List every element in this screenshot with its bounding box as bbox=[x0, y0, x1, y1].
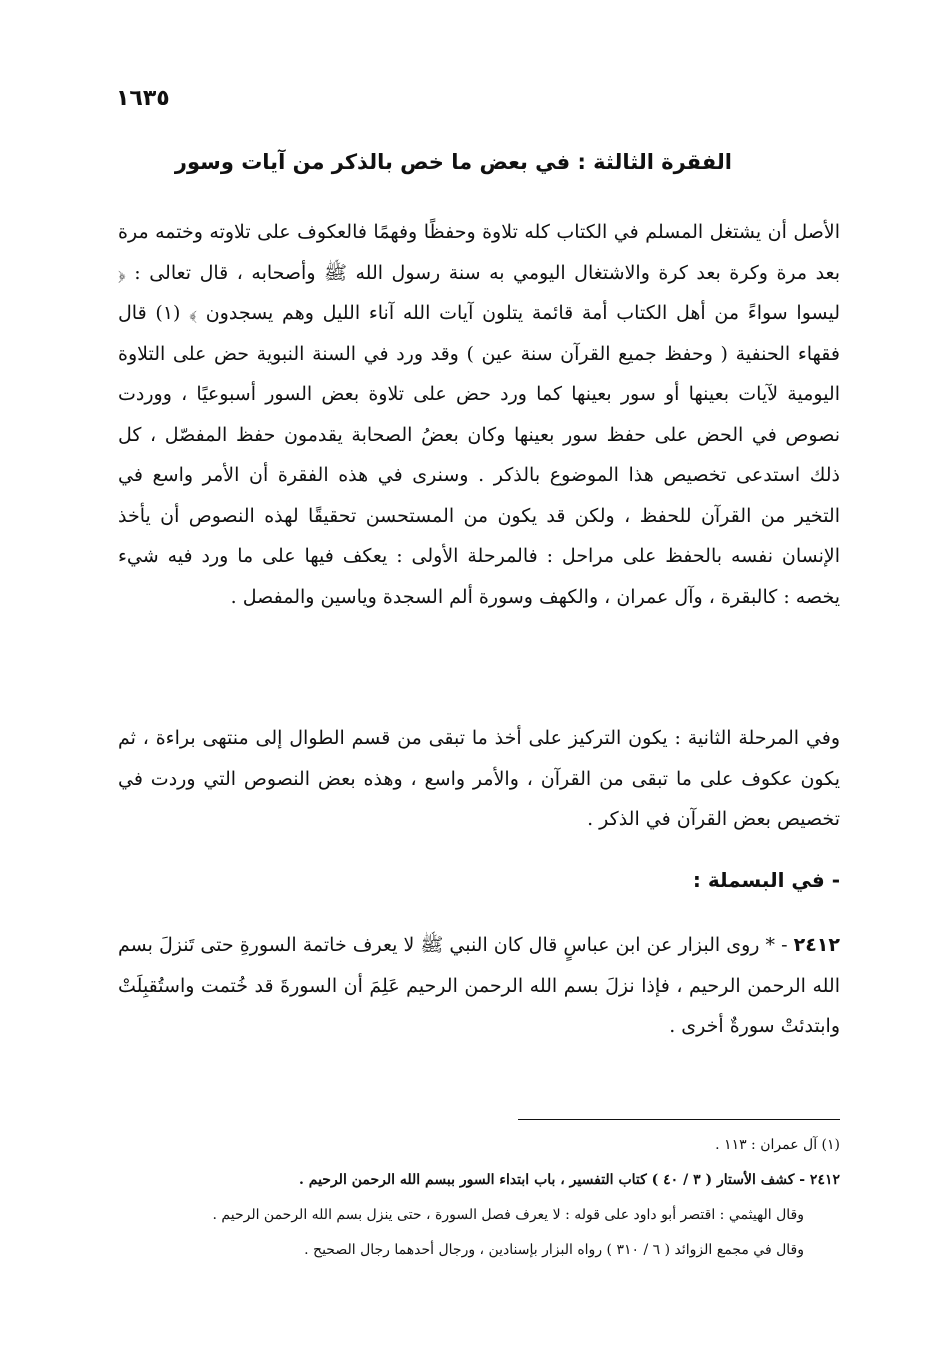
section-heading: الفقرة الثالثة : في بعض ما خص بالذكر من آيات وسور bbox=[174, 150, 732, 174]
basmala-subheading: - في البسملة : bbox=[692, 868, 840, 892]
hadith-paragraph bbox=[118, 925, 840, 1047]
intro-paragraph: الأصل أن يشتغل المسلم في الكتاب كله تلاوة وحفظًا وفهمًا فالعكوف على تلاوته وختمه مرة بعد مرة وكرة بعد كرة والاشتغال اليومي به سنة رسول الله ﷺ وأصحابه ، قال تعالى : ﴿ ليسوا سواءً من أهل الكتاب أمة قائمة يتلون آيات الله آناء الليل وهم يسجدون ﴾ (١) قال فقهاء الحنفية ( وحفظ جميع القرآن سنة عين ) وقد ورد في السنة النبوية حض على التلاوة اليومية لآيات بعينها أو سور بعينها كما ورد حض على تلاوة بعض السور أسبوعيًا ، ووردت نصوص في الحض على حفظ سور بعينها وكان بعضُ الصحابة يقدمون حفظ المفصّل ، كل ذلك استدعى تخصيص هذا الموضوع بالذكر . وسنرى في هذه الفقرة أن الأمر واسع في التخير من القرآن للحفظ ، ولكن قد يكون من المستحسن تحقيقًا لهذه النصوص أن يأخذ الإنسان نفسه بالحفظ على مراحل : فالمرحلة الأولى : يعكف فيها على ما ورد فيه شيء يخصه : كالبقرة ، وآل عمران ، والكهف وسورة ألم السجدة وياسين والمفصل . bbox=[118, 221, 840, 608]
hadith-text: روى البزار عن ابن عباسٍ قال كان النبي ﷺ لا يعرف خاتمة السورةِ حتى تَنزلَ بسم الله الرحمن الرحيم ، فإذا نزلَ بسم الله الرحمن الرحيم عَلِمَ أن السورةَ قد خُتمت واستُقبِلَتْ وابتدئتْ سورةٌ أخرى . bbox=[118, 934, 840, 1037]
footnotes bbox=[150, 1128, 840, 1268]
second-stage-paragraph: وفي المرحلة الثانية : يكون التركيز على أخذ ما تبقى من قسم الطوال إلى منتهى براءة ، ثم يكون عكوف على ما تبقى من القرآن ، والأمر واسع ، وهذه بعض النصوص التي وردت في تخصيص بعض القرآن في الذكر . bbox=[118, 727, 840, 830]
page-number: ١٦٣٥ bbox=[116, 86, 170, 111]
footnote-divider bbox=[518, 1119, 840, 1120]
hadith-number: ٢٤١٢ bbox=[793, 934, 840, 956]
footnote-2412: ٢٤١٢ - كشف الأستار ( ٣ / ٤٠ ) كتاب التفسير ، باب ابتداء السور ببسم الله الرحمن الرحيم . bbox=[299, 1172, 840, 1188]
footnote-1: (١) آل عمران : ١١٣ . bbox=[715, 1137, 840, 1153]
footnote-majma: وقال في مجمع الزوائد ( ٦ / ٣١٠ ) رواه البزار بإسنادين ، ورجال أحدهما رجال الصحيح . bbox=[304, 1242, 804, 1258]
footnote-haythami: وقال الهيثمي : اقتصر أبو داود على قوله : لا يعرف فصل السورة ، حتى ينزل بسم الله الرحمن الرحيم . bbox=[212, 1207, 804, 1223]
hadith-marker: - * bbox=[765, 934, 788, 956]
